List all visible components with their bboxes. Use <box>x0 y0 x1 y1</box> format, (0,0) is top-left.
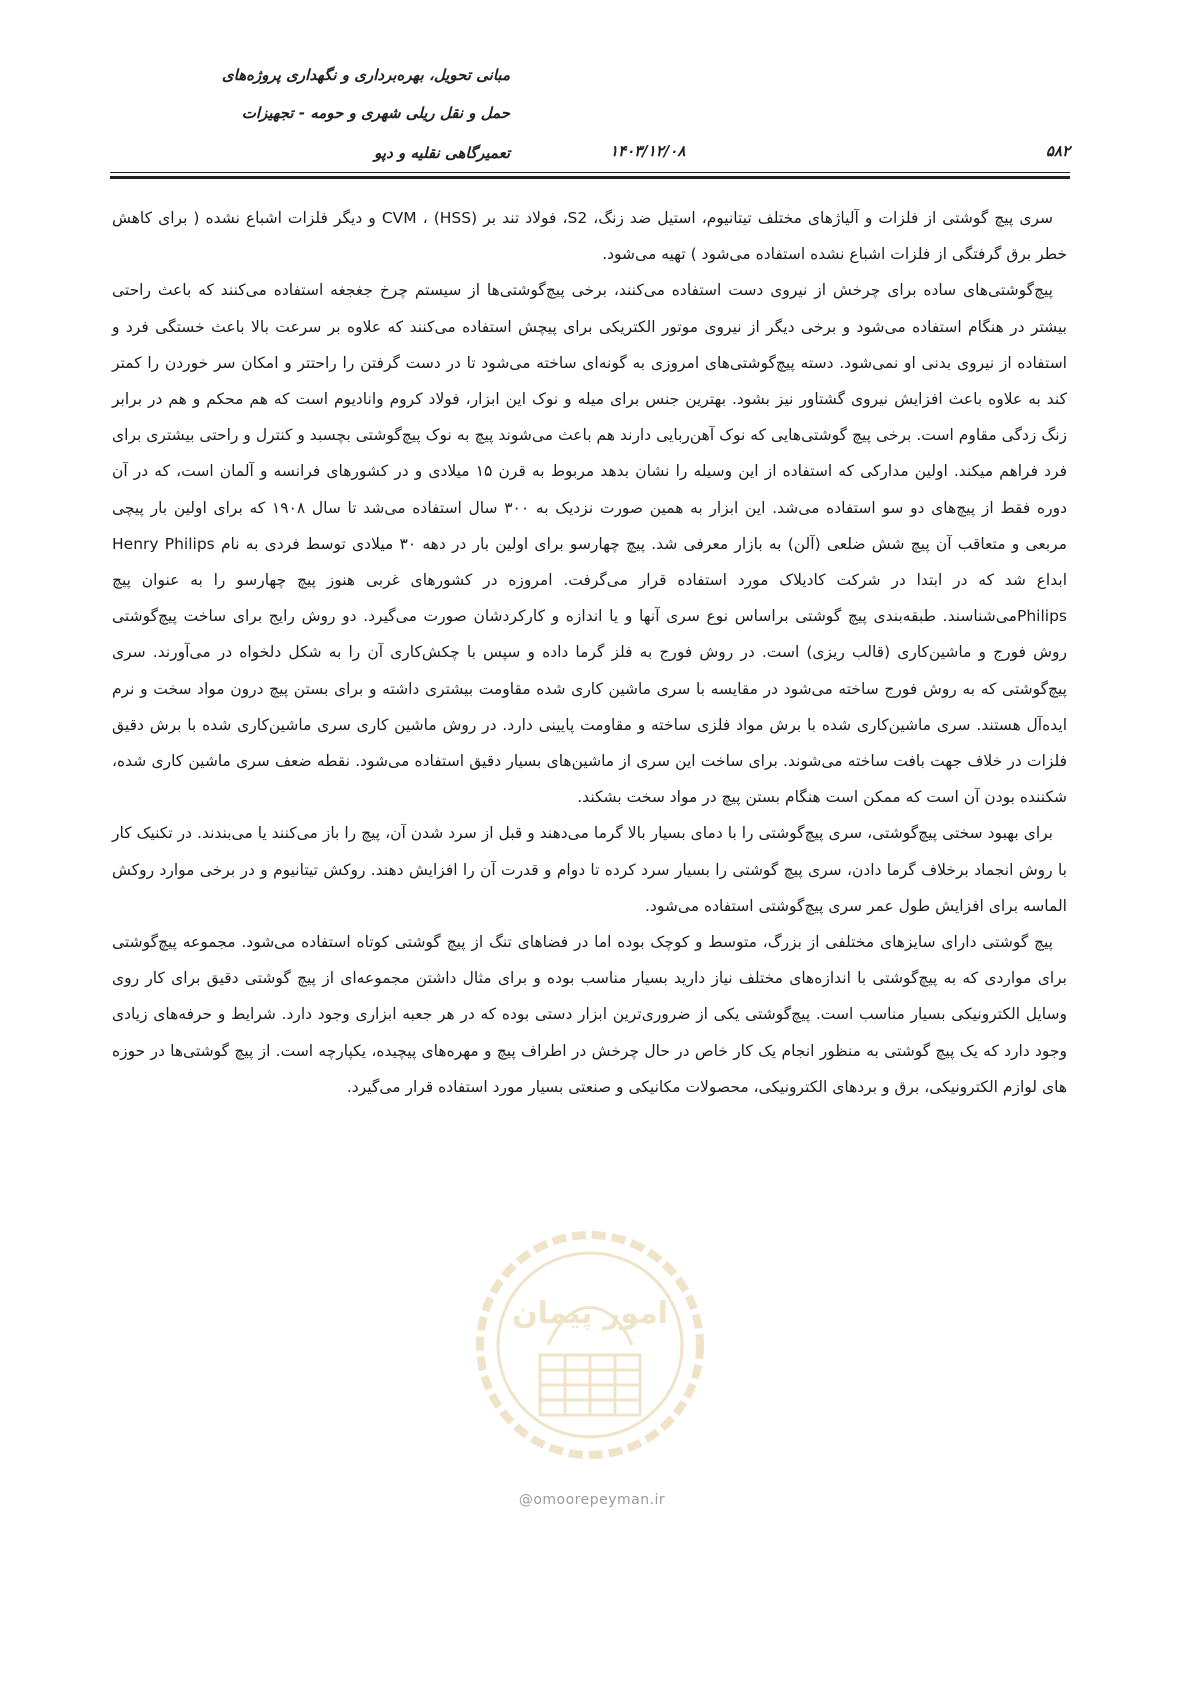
paragraph-materials: سری پیچ گوشتی از فلزات و آلیاژهای مختلف تیتانیوم، استیل ضد زنگ، S2، فولاد تند بر (HSS) ، CVM و دیگر فلزات اشباع نشده ( برای کاهش خطر برق گرفتگی از فلزات اشباع نشده استفاده می‌شود ) تهیه می‌شود. <box>112 209 1067 264</box>
svg-text:امور پیمان: امور پیمان <box>512 1296 668 1331</box>
header-title-line1: مبانی تحویل، بهره‌برداری و نگهداری پروژه‌های <box>221 66 510 84</box>
header-divider-thin <box>110 172 1070 173</box>
paragraph-types-history: پیچ‌گوشتی‌های ساده برای چرخش از نیروی دست استفاده می‌کنند، برخی پیچ‌گوشتی‌ها از سیستم چرخ جغجغه استفاده می‌کنند که باعث راحتی بیشتر در هنگام استفاده می‌شود و برخی دیگر از نیروی موتور الکتریکی برای پیچش استفاده می‌کنند که علاوه بر سرعت بالا باعث خستگی فرد و استفاده از نیروی بدنی او نمی‌شود. دسته پیچ‌گوشتی‌های امروزی به گونه‌ای ساخته می‌شود تا در دست گرفتن را راحتتر و امکان سر خوردن را کمتر کند به علاوه باعث افزایش نیروی گشتاور نیز بشود. بهترین جنس برای میله و نوک این ابزار، فولاد کروم وانادیوم است که هم محکم و هم در برابر زنگ زدگی مقاوم است. برخی پیچ گوشتی‌هایی که نوک آهن‌ربایی دارند هم باعث می‌شوند پیچ به نوک پیچ‌گوشتی بچسبد و کنترل و راحتی بیشتری برای فرد فراهم میکند. اولین مدارکی که استفاده از این وسیله را نشان بدهد مربوط به قرن ۱۵ میلادی و در کشورهای فرانسه و آلمان است، که در آن دوره فقط از پیچ‌های دو سو استفاده می‌شد. این ابزار به همین صورت نزدیک به ۳۰۰ سال استفاده می‌شد تا سال ۱۹۰۸ که برای اولین بار پیچی مربعی و متعاقب آن پیچ شش ضلعی (آلن) به بازار معرفی شد. پیچ چهارسو برای اولین بار در دهه ۳۰ میلادی توسط فردی به نام Henry Philips ابداع شد که در ابتدا در شرکت کادیلاک مورد استفاده قرار می‌گرفت. امروزه در کشورهای غربی هنوز پیچ چهارسو را به عنوان پیچ Philipsمی‌شناسند. طبقه‌بندی پیچ گوشتی براساس نوع سری آنها و یا اندازه و کارکردشان صورت می‌گیرد. دو روش رایج برای ساخت پیچ‌گوشتی روش فورج و ماشین‌کاری (قالب ریزی) است. در روش فورج به فلز گرما داده و سپس با چکش‌کاری آن را به شکل دلخواه در می‌آورند. سری پیچ‌گوشتی که به روش فورج ساخته می‌شود در مقایسه با سری ماشین کاری شده مقاومت بیشتری داشته و برای بستن پیچ درون مواد سخت و نرم ایده‌آل هستند. سری ماشین‌کاری شده با برش مواد فلزی ساخته و مقاومت پایینی دارد. در روش ماشین کاری سری ماشین‌کاری شده با برش دقیق فلزات در خلاف جهت بافت ساخته می‌شوند. برای ساخت این سری از ماشین‌های بسیار دقیق استفاده می‌شود. نقطه ضعف سری ماشین کاری شده، شکننده بودن آن است که ممکن است هنگام بستن پیچ در مواد سخت بشکند. <box>112 281 1067 807</box>
header-title-line2: حمل و نقل ریلی شهری و حومه - تجهیزات <box>241 104 510 122</box>
header-divider-thick <box>110 176 1070 179</box>
page-header <box>110 58 1070 176</box>
paragraph-sizes-uses: پیچ گوشتی دارای سایزهای مختلفی از بزرگ، متوسط و کوچک بوده اما در فضاهای تنگ از پیچ گوشتی کوتاه استفاده می‌شود. مجموعه پیچ‌گوشتی برای مواردی که به پیچ‌گوشتی با اندازه‌های مختلف نیاز دارید بسیار مناسب بوده و برای مثال داشتن مجموعه‌ای از پیچ گوشتی دقیق برای کار روی وسایل الکترونیکی بسیار مناسب است. پیچ‌گوشتی یکی از ضروری‌ترین ابزار دستی بوده که در هر جعبه ابزاری وجود دارد. شرایط و حرفه‌های زیادی وجود دارد که یک پیچ گوشتی به منظور انجام یک کار خاص در حال چرخش در اطراف پیچ و مهره‌های پیچیده، یکپارچه است. از پیچ گوشتی‌ها در حوزه های لوازم الکترونیکی، برق و بردهای الکترونیکی، محصولات مکانیکی و صنعتی بسیار مورد استفاده قرار می‌گیرد. <box>112 933 1067 1096</box>
paragraph-hardening: برای بهبود سختی پیچ‌گوشتی، سری پیچ‌گوشتی را با دمای بسیار بالا گرما می‌دهند و قبل از سرد شدن آن، پیچ را باز می‌کنند یا می‌بندند. در تکنیک کار با روش انجماد برخلاف گرما دادن، سری پیچ گوشتی را بسیار سرد کرده تا دوام و قدرت آن را افزایش دهند. روکش تیتانیوم و در برخی موارد روکش الماسه برای افزایش طول عمر سری پیچ‌گوشتی استفاده می‌شود. <box>112 824 1067 915</box>
body-text <box>112 200 1067 1105</box>
header-title-line3: تعمیرگاهی نقلیه و دپو <box>374 144 510 162</box>
watermark-logo <box>470 1225 710 1465</box>
watermark-url: @omoorepeyman.ir <box>518 1492 666 1508</box>
page-number: ۵۸۲ <box>1045 142 1070 160</box>
header-date: ۱۴۰۳/۱۲/۰۸ <box>610 142 686 160</box>
